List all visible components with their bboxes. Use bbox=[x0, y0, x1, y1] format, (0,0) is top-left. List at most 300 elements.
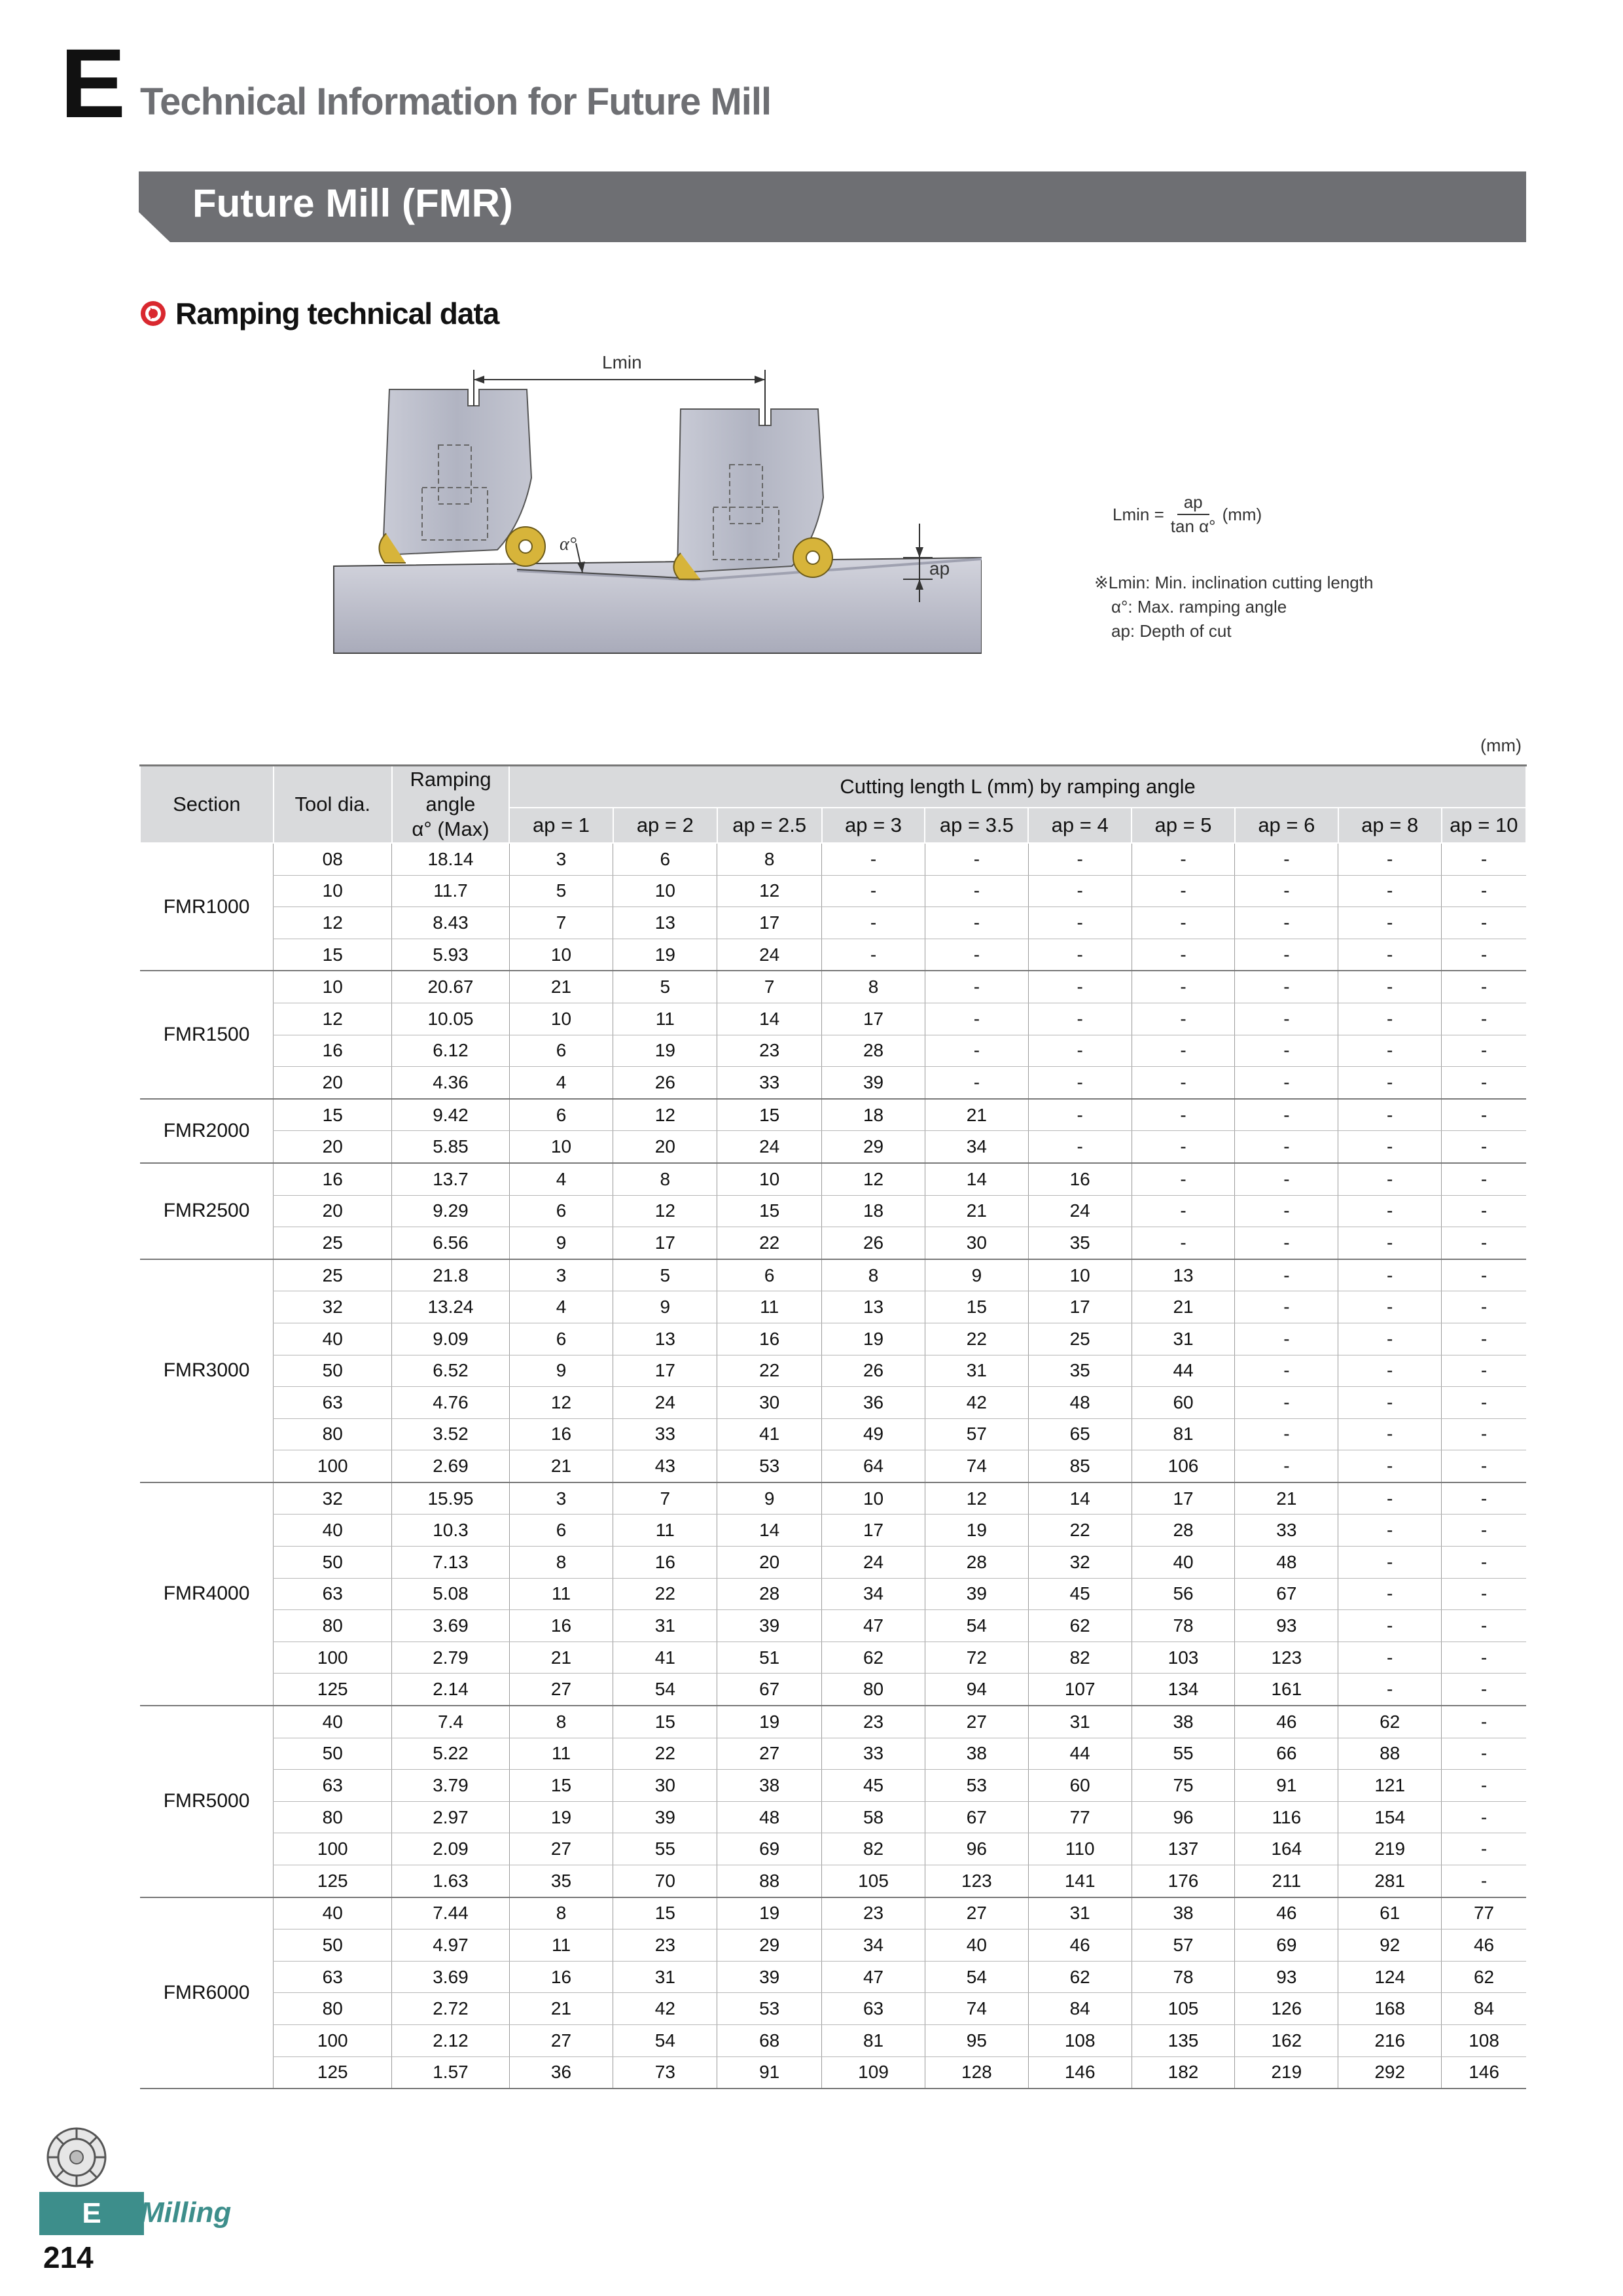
table-row bbox=[140, 1578, 1526, 1610]
cutting-length-cell: 123 bbox=[925, 1865, 1028, 1897]
cutting-length-cell: 36 bbox=[509, 2056, 613, 2089]
tool-dia-cell: 16 bbox=[274, 1163, 392, 1195]
cutting-length-cell: 19 bbox=[613, 939, 717, 971]
ramp-angle-cell: 3.79 bbox=[392, 1770, 509, 1802]
cutting-length-cell: 219 bbox=[1338, 1833, 1442, 1865]
cutting-length-cell: 26 bbox=[822, 1355, 925, 1387]
cutting-length-cell: 35 bbox=[509, 1865, 613, 1897]
cutting-length-cell: - bbox=[1235, 1067, 1338, 1099]
ramp-angle-cell: 5.93 bbox=[392, 939, 509, 971]
tool-dia-cell: 100 bbox=[274, 2024, 392, 2056]
header-ap: ap = 6 bbox=[1235, 808, 1338, 843]
tool-dia-cell: 20 bbox=[274, 1067, 392, 1099]
cutting-length-cell: 162 bbox=[1235, 2024, 1338, 2056]
cutting-length-cell: 11 bbox=[509, 1738, 613, 1770]
cutting-length-cell: 12 bbox=[925, 1482, 1028, 1515]
cutting-length-cell: - bbox=[1442, 1035, 1526, 1067]
tool-dia-cell: 15 bbox=[274, 939, 392, 971]
tool-dia-cell: 50 bbox=[274, 1355, 392, 1387]
ramp-angle-cell: 4.36 bbox=[392, 1067, 509, 1099]
table-row bbox=[140, 1355, 1526, 1387]
cutting-length-cell: 66 bbox=[1235, 1738, 1338, 1770]
cutting-length-cell: 82 bbox=[822, 1833, 925, 1865]
cutting-length-cell: 62 bbox=[1338, 1706, 1442, 1738]
cutting-length-cell: 48 bbox=[1028, 1387, 1132, 1419]
cutting-length-cell: 35 bbox=[1028, 1227, 1132, 1259]
cutting-length-cell: - bbox=[1338, 971, 1442, 1003]
cutting-length-cell: - bbox=[1028, 843, 1132, 875]
cutting-length-cell: 11 bbox=[509, 1578, 613, 1610]
cutting-length-cell: 53 bbox=[925, 1770, 1028, 1802]
table-row bbox=[140, 971, 1526, 1003]
cutting-length-cell: - bbox=[1442, 1099, 1526, 1131]
cutting-length-cell: 93 bbox=[1235, 1961, 1338, 1993]
cutting-length-cell: 6 bbox=[509, 1035, 613, 1067]
table-row bbox=[140, 1163, 1526, 1195]
cutting-length-cell: - bbox=[1028, 907, 1132, 939]
tool-dia-cell: 50 bbox=[274, 1547, 392, 1579]
tool-dia-cell: 08 bbox=[274, 843, 392, 875]
cutting-length-cell: 45 bbox=[1028, 1578, 1132, 1610]
tool-dia-cell: 40 bbox=[274, 1323, 392, 1355]
cutting-length-cell: - bbox=[1442, 1418, 1526, 1450]
cutting-length-cell: 15 bbox=[717, 1099, 822, 1131]
ramp-angle-cell: 5.08 bbox=[392, 1578, 509, 1610]
cutting-length-cell: 9 bbox=[613, 1291, 717, 1323]
cutting-length-cell: 47 bbox=[822, 1961, 925, 1993]
cutting-length-cell: - bbox=[1235, 1450, 1338, 1482]
cutting-length-cell: 107 bbox=[1028, 1674, 1132, 1706]
table-row bbox=[140, 1387, 1526, 1419]
cutting-length-cell: - bbox=[1235, 1227, 1338, 1259]
cutting-length-cell: - bbox=[1338, 1515, 1442, 1547]
cutting-length-cell: 106 bbox=[1132, 1450, 1235, 1482]
cutting-length-cell: - bbox=[1442, 1770, 1526, 1802]
table-row bbox=[140, 1993, 1526, 2025]
cutting-length-cell: 84 bbox=[1442, 1993, 1526, 2025]
cutting-length-cell: 12 bbox=[822, 1163, 925, 1195]
cutting-length-cell: 27 bbox=[509, 2024, 613, 2056]
tool-dia-cell: 100 bbox=[274, 1641, 392, 1674]
cutting-length-cell: 78 bbox=[1132, 1610, 1235, 1642]
cutting-length-cell: 54 bbox=[925, 1961, 1028, 1993]
cutting-length-cell: 67 bbox=[925, 1801, 1028, 1833]
table-row bbox=[140, 843, 1526, 875]
cutting-length-cell: 17 bbox=[1028, 1291, 1132, 1323]
tool-dia-cell: 125 bbox=[274, 1674, 392, 1706]
cutting-length-cell: - bbox=[1442, 971, 1526, 1003]
cutting-length-cell: 96 bbox=[1132, 1801, 1235, 1833]
cutting-length-cell: - bbox=[1235, 1163, 1338, 1195]
ramp-angle-cell: 13.7 bbox=[392, 1163, 509, 1195]
cutting-length-cell: - bbox=[1442, 1450, 1526, 1482]
cutting-length-cell: 124 bbox=[1338, 1961, 1442, 1993]
tool-dia-cell: 20 bbox=[274, 1131, 392, 1163]
note-alpha: α°: Max. ramping angle bbox=[1111, 597, 1287, 617]
table-row bbox=[140, 1291, 1526, 1323]
cutting-length-cell: 135 bbox=[1132, 2024, 1235, 2056]
cutting-length-cell: - bbox=[1235, 843, 1338, 875]
cutting-length-cell: - bbox=[1235, 1323, 1338, 1355]
cutting-length-cell: - bbox=[1442, 1195, 1526, 1227]
cutting-length-cell: 7 bbox=[717, 971, 822, 1003]
cutting-length-cell: 26 bbox=[613, 1067, 717, 1099]
legend-notes bbox=[1094, 571, 1373, 643]
angle-label: α° bbox=[560, 534, 577, 554]
cutting-length-cell: 3 bbox=[509, 843, 613, 875]
cutting-length-cell: 8 bbox=[509, 1897, 613, 1929]
table-row bbox=[140, 907, 1526, 939]
cutting-length-cell: 146 bbox=[1028, 2056, 1132, 2089]
workpiece bbox=[334, 558, 982, 653]
ramp-angle-cell: 8.43 bbox=[392, 907, 509, 939]
cutting-length-cell: 176 bbox=[1132, 1865, 1235, 1897]
cutting-length-cell: 40 bbox=[925, 1929, 1028, 1962]
cutting-length-cell: 4 bbox=[509, 1163, 613, 1195]
cutting-length-cell: 10 bbox=[509, 1131, 613, 1163]
cutting-length-cell: - bbox=[1442, 1291, 1526, 1323]
section-cell: FMR6000 bbox=[140, 1897, 274, 2089]
header-section: Section bbox=[140, 766, 274, 844]
cutting-length-cell: 23 bbox=[717, 1035, 822, 1067]
header-ap: ap = 3 bbox=[822, 808, 925, 843]
cutting-length-cell: 30 bbox=[717, 1387, 822, 1419]
cutting-length-cell: 108 bbox=[1442, 2024, 1526, 2056]
cutting-length-cell: - bbox=[925, 875, 1028, 907]
tool-dia-cell: 10 bbox=[274, 971, 392, 1003]
cutting-length-cell: 22 bbox=[717, 1355, 822, 1387]
cutting-length-cell: - bbox=[1338, 1035, 1442, 1067]
cutting-length-cell: 62 bbox=[1442, 1961, 1526, 1993]
cutting-length-cell: 81 bbox=[822, 2024, 925, 2056]
tool-dia-cell: 63 bbox=[274, 1578, 392, 1610]
cutting-length-cell: 53 bbox=[717, 1993, 822, 2025]
header-tool-dia: Tool dia. bbox=[274, 766, 392, 844]
ramp-angle-cell: 2.79 bbox=[392, 1641, 509, 1674]
cutting-length-cell: 55 bbox=[1132, 1738, 1235, 1770]
cutting-length-cell: 22 bbox=[925, 1323, 1028, 1355]
cutting-length-cell: 6 bbox=[509, 1323, 613, 1355]
tool-dia-cell: 20 bbox=[274, 1195, 392, 1227]
ap-dimension-label: ap bbox=[929, 558, 950, 579]
cutting-length-cell: 23 bbox=[822, 1706, 925, 1738]
cutting-length-cell: - bbox=[1442, 1801, 1526, 1833]
tool-dia-cell: 32 bbox=[274, 1482, 392, 1515]
cutting-length-cell: 62 bbox=[1028, 1610, 1132, 1642]
cutting-length-cell: 78 bbox=[1132, 1961, 1235, 1993]
table-row bbox=[140, 1897, 1526, 1929]
cutting-length-cell: 64 bbox=[822, 1450, 925, 1482]
cutting-length-cell: - bbox=[822, 939, 925, 971]
cutting-length-cell: - bbox=[1132, 1003, 1235, 1035]
cutting-length-cell: - bbox=[1028, 875, 1132, 907]
cutting-length-cell: - bbox=[1235, 971, 1338, 1003]
table-row bbox=[140, 1482, 1526, 1515]
cutting-length-cell: 27 bbox=[509, 1833, 613, 1865]
cutting-length-cell: 103 bbox=[1132, 1641, 1235, 1674]
cutting-length-cell: 47 bbox=[822, 1610, 925, 1642]
cutting-length-cell: - bbox=[1442, 907, 1526, 939]
tool-dia-cell: 12 bbox=[274, 1003, 392, 1035]
cutting-length-cell: - bbox=[1132, 875, 1235, 907]
cutting-length-cell: 168 bbox=[1338, 1993, 1442, 2025]
cutting-length-cell: - bbox=[1132, 1131, 1235, 1163]
cutting-length-cell: 108 bbox=[1028, 2024, 1132, 2056]
cutting-length-cell: - bbox=[1235, 1003, 1338, 1035]
cutting-length-cell: 70 bbox=[613, 1865, 717, 1897]
cutting-length-cell: 6 bbox=[509, 1195, 613, 1227]
cutting-length-cell: - bbox=[1338, 843, 1442, 875]
cutting-length-cell: 21 bbox=[509, 1641, 613, 1674]
cutting-length-cell: 21 bbox=[925, 1195, 1028, 1227]
cutting-length-cell: 53 bbox=[717, 1450, 822, 1482]
cutting-length-cell: 54 bbox=[613, 1674, 717, 1706]
tool-dia-cell: 100 bbox=[274, 1833, 392, 1865]
cutting-length-cell: 61 bbox=[1338, 1897, 1442, 1929]
ramp-angle-cell: 2.12 bbox=[392, 2024, 509, 2056]
cutting-length-cell: 5 bbox=[613, 971, 717, 1003]
tool-dia-cell: 80 bbox=[274, 1610, 392, 1642]
tool-dia-cell: 40 bbox=[274, 1515, 392, 1547]
cutting-length-cell: - bbox=[1338, 1067, 1442, 1099]
cutting-length-cell: 15 bbox=[613, 1897, 717, 1929]
cutting-length-cell: - bbox=[1028, 1131, 1132, 1163]
cutting-length-cell: 134 bbox=[1132, 1674, 1235, 1706]
cutting-length-cell: - bbox=[1442, 1738, 1526, 1770]
cutting-length-cell: - bbox=[1442, 1323, 1526, 1355]
cutting-length-cell: 42 bbox=[925, 1387, 1028, 1419]
cutting-length-cell: 21 bbox=[925, 1099, 1028, 1131]
cutting-length-cell: - bbox=[1028, 1035, 1132, 1067]
cutting-length-cell: 27 bbox=[509, 1674, 613, 1706]
formula-numerator: ap bbox=[1177, 492, 1209, 515]
cutting-length-cell: 39 bbox=[717, 1961, 822, 1993]
cutting-length-cell: 16 bbox=[1028, 1163, 1132, 1195]
cutting-length-cell: 20 bbox=[613, 1131, 717, 1163]
cutting-length-cell: 58 bbox=[822, 1801, 925, 1833]
cutting-length-cell: 10 bbox=[1028, 1259, 1132, 1291]
cutting-length-cell: 22 bbox=[613, 1738, 717, 1770]
table-row bbox=[140, 1099, 1526, 1131]
cutting-length-cell: 11 bbox=[717, 1291, 822, 1323]
cutting-length-cell: 116 bbox=[1235, 1801, 1338, 1833]
cutting-length-cell: 9 bbox=[717, 1482, 822, 1515]
cutting-length-cell: 39 bbox=[613, 1801, 717, 1833]
cutting-length-cell: - bbox=[822, 875, 925, 907]
ramp-angle-cell: 9.09 bbox=[392, 1323, 509, 1355]
cutting-length-cell: 80 bbox=[822, 1674, 925, 1706]
table-row bbox=[140, 1865, 1526, 1897]
formula-denominator: tan α° bbox=[1170, 516, 1216, 536]
header-ramping-line1: Ramping bbox=[410, 768, 491, 791]
cutting-length-cell: 34 bbox=[822, 1578, 925, 1610]
cutting-length-cell: - bbox=[1132, 843, 1235, 875]
header-ap: ap = 3.5 bbox=[925, 808, 1028, 843]
formula-lhs: Lmin = bbox=[1113, 504, 1164, 524]
cutting-length-cell: - bbox=[1235, 1035, 1338, 1067]
cutting-length-cell: 19 bbox=[925, 1515, 1028, 1547]
table-row bbox=[140, 1641, 1526, 1674]
cutting-length-cell: 69 bbox=[717, 1833, 822, 1865]
cutting-length-cell: - bbox=[1338, 1387, 1442, 1419]
note-ap: ap: Depth of cut bbox=[1111, 621, 1232, 641]
ramp-angle-cell: 5.85 bbox=[392, 1131, 509, 1163]
cutting-length-cell: 16 bbox=[613, 1547, 717, 1579]
table-row bbox=[140, 1067, 1526, 1099]
cutting-length-cell: 105 bbox=[822, 1865, 925, 1897]
cutting-length-cell: 28 bbox=[822, 1035, 925, 1067]
cutter-right bbox=[673, 409, 832, 579]
cutting-length-cell: 31 bbox=[613, 1961, 717, 1993]
chapter-tab-letter: E bbox=[82, 2197, 101, 2229]
cutting-length-cell: 39 bbox=[822, 1067, 925, 1099]
page-title: Technical Information for Future Mill bbox=[140, 81, 772, 123]
cutting-length-cell: - bbox=[1338, 1418, 1442, 1450]
table-row bbox=[140, 1929, 1526, 1962]
cutting-length-cell: 19 bbox=[717, 1706, 822, 1738]
ramp-angle-cell: 7.44 bbox=[392, 1897, 509, 1929]
cutting-length-cell: 44 bbox=[1028, 1738, 1132, 1770]
table-row bbox=[140, 1961, 1526, 1993]
cutting-length-cell: - bbox=[1442, 1515, 1526, 1547]
cutting-length-cell: - bbox=[1132, 1195, 1235, 1227]
cutting-length-cell: 13 bbox=[613, 1323, 717, 1355]
cutting-length-cell: 60 bbox=[1028, 1770, 1132, 1802]
table-row bbox=[140, 1003, 1526, 1035]
cutting-length-cell: - bbox=[1442, 1865, 1526, 1897]
section-cell: FMR5000 bbox=[140, 1706, 274, 1897]
cutting-length-cell: 44 bbox=[1132, 1355, 1235, 1387]
cutting-length-cell: 46 bbox=[1442, 1929, 1526, 1962]
cutting-length-cell: 121 bbox=[1338, 1770, 1442, 1802]
cutting-length-cell: 24 bbox=[717, 939, 822, 971]
cutting-length-cell: 23 bbox=[822, 1897, 925, 1929]
cutting-length-cell: 31 bbox=[925, 1355, 1028, 1387]
cutter-logo-icon bbox=[41, 2119, 113, 2191]
ramp-angle-cell: 4.76 bbox=[392, 1387, 509, 1419]
section-cell: FMR1500 bbox=[140, 971, 274, 1098]
cutting-length-cell: 17 bbox=[717, 907, 822, 939]
cutting-length-cell: 128 bbox=[925, 2056, 1028, 2089]
cutting-length-cell: 46 bbox=[1028, 1929, 1132, 1962]
cutting-length-cell: 28 bbox=[717, 1578, 822, 1610]
cutting-length-cell: - bbox=[1132, 1035, 1235, 1067]
cutting-length-cell: 12 bbox=[613, 1195, 717, 1227]
cutting-length-cell: - bbox=[1442, 1706, 1526, 1738]
ramp-angle-cell: 2.69 bbox=[392, 1450, 509, 1482]
cutting-length-cell: 29 bbox=[822, 1131, 925, 1163]
cutting-length-cell: - bbox=[925, 1035, 1028, 1067]
cutting-length-cell: 75 bbox=[1132, 1770, 1235, 1802]
cutting-length-cell: 92 bbox=[1338, 1929, 1442, 1962]
cutting-length-cell: 72 bbox=[925, 1641, 1028, 1674]
cutting-length-cell: - bbox=[1338, 1131, 1442, 1163]
cutting-length-cell: 57 bbox=[1132, 1929, 1235, 1962]
cutting-length-cell: 33 bbox=[613, 1418, 717, 1450]
arrow-bullet-icon bbox=[140, 300, 166, 327]
cutting-length-cell: - bbox=[1442, 1641, 1526, 1674]
table-row bbox=[140, 1770, 1526, 1802]
cutting-length-cell: - bbox=[1442, 1259, 1526, 1291]
cutting-length-cell: 6 bbox=[509, 1515, 613, 1547]
cutting-length-cell: 49 bbox=[822, 1418, 925, 1450]
ramping-diagram bbox=[327, 347, 982, 668]
cutting-length-cell: 31 bbox=[613, 1610, 717, 1642]
cutting-length-cell: 216 bbox=[1338, 2024, 1442, 2056]
cutting-length-cell: 32 bbox=[1028, 1547, 1132, 1579]
cutting-length-cell: 161 bbox=[1235, 1674, 1338, 1706]
cutting-length-cell: 281 bbox=[1338, 1865, 1442, 1897]
tool-dia-cell: 50 bbox=[274, 1738, 392, 1770]
cutting-length-cell: - bbox=[1235, 1131, 1338, 1163]
cutting-length-cell: 31 bbox=[1132, 1323, 1235, 1355]
ramp-angle-cell: 9.42 bbox=[392, 1099, 509, 1131]
cutting-length-cell: 29 bbox=[717, 1929, 822, 1962]
cutting-length-cell: 63 bbox=[822, 1993, 925, 2025]
table-row bbox=[140, 1833, 1526, 1865]
cutting-length-cell: - bbox=[1442, 1547, 1526, 1579]
cutting-length-cell: 19 bbox=[717, 1897, 822, 1929]
header-ap: ap = 2 bbox=[613, 808, 717, 843]
cutting-length-cell: 39 bbox=[717, 1610, 822, 1642]
cutting-length-cell: 14 bbox=[1028, 1482, 1132, 1515]
cutting-length-cell: 19 bbox=[509, 1801, 613, 1833]
ramp-angle-cell: 3.52 bbox=[392, 1418, 509, 1450]
ramp-angle-cell: 10.05 bbox=[392, 1003, 509, 1035]
cutting-length-cell: 62 bbox=[822, 1641, 925, 1674]
header-ap: ap = 8 bbox=[1338, 808, 1442, 843]
cutting-length-cell: - bbox=[1235, 939, 1338, 971]
cutting-length-cell: 3 bbox=[509, 1482, 613, 1515]
cutting-length-cell: 56 bbox=[1132, 1578, 1235, 1610]
cutting-length-cell: 8 bbox=[613, 1163, 717, 1195]
ramp-angle-cell: 20.67 bbox=[392, 971, 509, 1003]
cutting-length-cell: 3 bbox=[509, 1259, 613, 1291]
cutting-length-cell: 24 bbox=[613, 1387, 717, 1419]
cutting-length-cell: - bbox=[1132, 1067, 1235, 1099]
cutting-length-cell: 6 bbox=[509, 1099, 613, 1131]
cutting-length-cell: 85 bbox=[1028, 1450, 1132, 1482]
section-heading bbox=[140, 296, 499, 331]
cutting-length-cell: - bbox=[1338, 1163, 1442, 1195]
formula-unit: (mm) bbox=[1222, 504, 1262, 524]
ramp-angle-cell: 3.69 bbox=[392, 1961, 509, 1993]
header-ramping-angle bbox=[392, 766, 509, 844]
cutting-length-cell: - bbox=[1338, 907, 1442, 939]
table-row bbox=[140, 1195, 1526, 1227]
cutting-length-cell: 154 bbox=[1338, 1801, 1442, 1833]
ramp-angle-cell: 3.69 bbox=[392, 1610, 509, 1642]
cutting-length-cell: 24 bbox=[822, 1547, 925, 1579]
chapter-letter: E bbox=[60, 28, 126, 138]
cutting-length-cell: - bbox=[1132, 939, 1235, 971]
cutting-length-cell: 13 bbox=[613, 907, 717, 939]
tool-dia-cell: 40 bbox=[274, 1897, 392, 1929]
cutting-length-cell: 8 bbox=[717, 843, 822, 875]
cutting-length-cell: - bbox=[1338, 1355, 1442, 1387]
cutting-length-cell: - bbox=[1235, 1195, 1338, 1227]
cutting-length-cell: 73 bbox=[613, 2056, 717, 2089]
cutting-length-cell: 77 bbox=[1442, 1897, 1526, 1929]
cutting-length-cell: 12 bbox=[509, 1387, 613, 1419]
header-ap: ap = 1 bbox=[509, 808, 613, 843]
cutting-length-cell: 19 bbox=[822, 1323, 925, 1355]
cutting-length-cell: 11 bbox=[613, 1515, 717, 1547]
table-row bbox=[140, 1131, 1526, 1163]
cutting-length-cell: - bbox=[925, 971, 1028, 1003]
cutting-length-cell: - bbox=[1235, 875, 1338, 907]
cutting-length-cell: - bbox=[1442, 1833, 1526, 1865]
